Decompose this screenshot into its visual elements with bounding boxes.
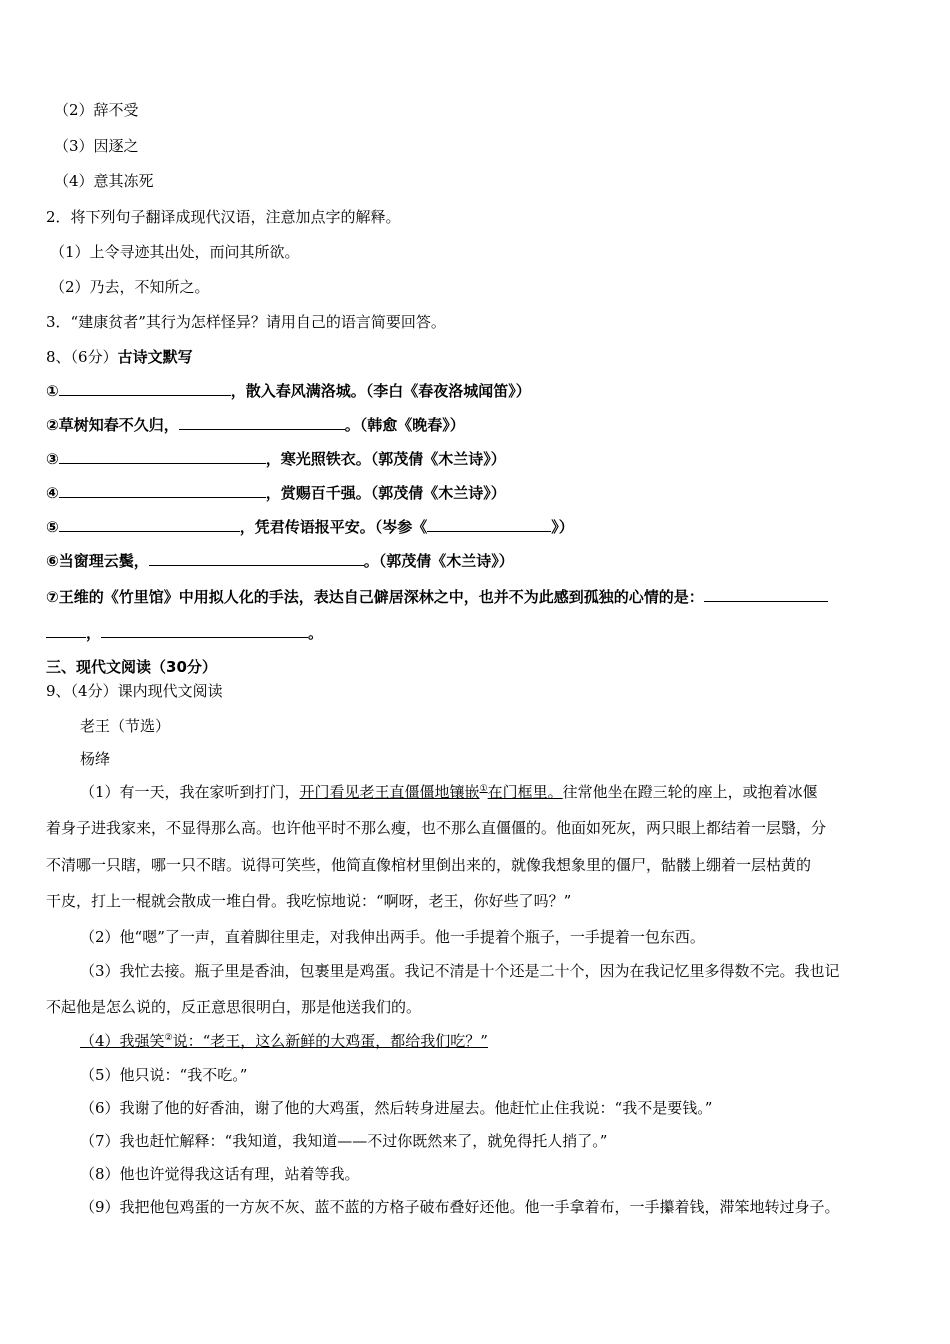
para9: （9）我把他包鸡蛋的一方灰不灰、蓝不蓝的方格子破布叠好还他。他一手拿着布，一手攥着钱，滞笨地转过身子。 <box>80 1198 840 1216</box>
q7-task2-s2: （2）乃去，不知所之。 <box>50 278 210 296</box>
q8-line5 <box>46 517 574 537</box>
q7-task3: 3．“建康贫者”其行为怎样怪异？请用自己的语言简要回答。 <box>46 313 446 331</box>
footnote-1: ① <box>479 784 488 794</box>
q8-line1 <box>46 381 531 401</box>
passage-author: 杨绛 <box>80 750 111 768</box>
circle-mark-4: ④ <box>46 484 59 502</box>
q7-task2-heading: 2．将下列句子翻译成现代汉语，注意加点字的解释。 <box>46 208 401 226</box>
line-q7-s2: （2）辞不受 <box>54 101 139 119</box>
circle-mark-3: ③ <box>46 450 59 468</box>
blank-2[interactable] <box>179 415 345 430</box>
blank-7b[interactable] <box>46 623 86 638</box>
para1-underlined-2: 在门框里。 <box>487 783 563 801</box>
para6: （6）我谢了他的好香油，谢了他的大鸡蛋，然后转身进屋去。他赶忙止住我说：“我不是要钱。” <box>80 1099 713 1117</box>
para4 <box>80 1031 488 1051</box>
blank-5b[interactable] <box>427 517 551 532</box>
blank-7a[interactable] <box>704 587 828 602</box>
q8-line5-text-b: 》） <box>551 518 574 536</box>
q8-line2-text-b: 。（韩愈《晚春》） <box>344 416 465 434</box>
para1-start: （1）有一天，我在家听到打门， <box>80 783 300 801</box>
q8-line2-text-a: ②草树知春不久归， <box>46 416 179 434</box>
q8-line3-text: ，寒光照铁衣。（郭茂倩《木兰诗》） <box>265 450 506 468</box>
q8-line4-text: ，赏赐百千强。（郭茂倩《木兰诗》） <box>265 484 506 502</box>
q8-line7b-end: 。 <box>308 624 324 642</box>
footnote-2: ② <box>164 1033 173 1043</box>
q8-line7 <box>46 587 828 607</box>
q8-line7b <box>46 623 323 643</box>
para2: （2）他“嗯”了一声，直着脚往里走，对我伸出两手。他一手提着个瓶子，一手提着一包东西。 <box>80 928 705 946</box>
section3-title: 三、现代文阅读（30分） <box>46 658 217 676</box>
para1-cont: 往常他坐在蹬三轮的座上，或抱着冰偃 <box>562 783 818 801</box>
para3-line1: （3）我忙去接。瓶子里是香油，包裹里是鸡蛋。我记不清是十个还是二十个，因为在我记忆里多得数不完。我也记 <box>80 962 840 980</box>
passage-title: 老王（节选） <box>80 717 171 735</box>
para5: （5）他只说：“我不吃。” <box>80 1066 248 1084</box>
para1-underlined: 开门看见老王直僵僵地镶嵌 <box>299 783 480 801</box>
line-q7-s3: （3）因逐之 <box>54 137 139 155</box>
blank-3[interactable] <box>59 449 266 464</box>
q8-line6-text-a: ⑥当窗理云鬓， <box>46 552 149 570</box>
para1-line4: 干皮，打上一棍就会散成一堆白骨。我吃惊地说：“啊呀，老王，你好些了吗？” <box>46 892 572 910</box>
para4-cont: 说：“老王，这么新鲜的大鸡蛋，都给我们吃？” <box>172 1032 488 1050</box>
q8-line2 <box>46 415 465 435</box>
para8: （8）他也许觉得我这话有理，站着等我。 <box>80 1165 360 1183</box>
para3-line2: 不起他是怎么说的，反正意思很明白，那是他送我们的。 <box>46 998 422 1016</box>
blank-1[interactable] <box>59 381 231 396</box>
para1-line1 <box>80 782 818 802</box>
q7-task2-s1: （1）上令寻迹其出处，而问其所欲。 <box>50 243 300 261</box>
q8-line6 <box>46 551 514 571</box>
q8-heading <box>46 347 193 367</box>
para1-line2: 着身子进我家来，不显得那么高。也许他平时不那么瘦，也不那么直僵僵的。他面如死灰，两只眼上都结着一层翳，分 <box>46 819 827 837</box>
para1-line3: 不清哪一只瞎，哪一只不瞎。说得可笑些，他简直像棺材里倒出来的，就像我想象里的僵尸，骷髅上绷着一层枯黄的 <box>46 856 812 874</box>
q8-title: 古诗文默写 <box>117 348 193 366</box>
blank-5a[interactable] <box>59 517 240 532</box>
q8-line1-text: ，散入春风满洛城。（李白《春夜洛城闻笛》） <box>230 382 531 400</box>
q8-line7b-sep: ， <box>86 624 102 642</box>
q8-line3 <box>46 449 506 469</box>
q8-line5-text-a: ，凭君传语报平安。（岑参《 <box>239 518 428 536</box>
blank-7c[interactable] <box>101 623 308 638</box>
q8-line7-text: ⑦王维的《竹里馆》中用拟人化的手法，表达自己僻居深林之中，也并不为此感到孤独的心情的是： <box>46 588 704 606</box>
line-q7-s4: （4）意其冻死 <box>54 172 154 190</box>
circle-mark-5: ⑤ <box>46 518 59 536</box>
q8-line4 <box>46 483 506 503</box>
q9-heading: 9、（4分）课内现代文阅读 <box>46 682 223 700</box>
q8-number: 8、（6分） <box>46 348 118 366</box>
blank-4[interactable] <box>59 483 266 498</box>
para4-start: （4）我强笑 <box>80 1032 165 1050</box>
q8-line6-text-b: 。（郭茂倩《木兰诗》） <box>363 552 514 570</box>
blank-6[interactable] <box>149 551 364 566</box>
para7: （7）我也赶忙解释：“我知道，我知道——不过你既然来了，就免得托人捎了。” <box>80 1132 608 1150</box>
circle-mark-1: ① <box>46 382 59 400</box>
